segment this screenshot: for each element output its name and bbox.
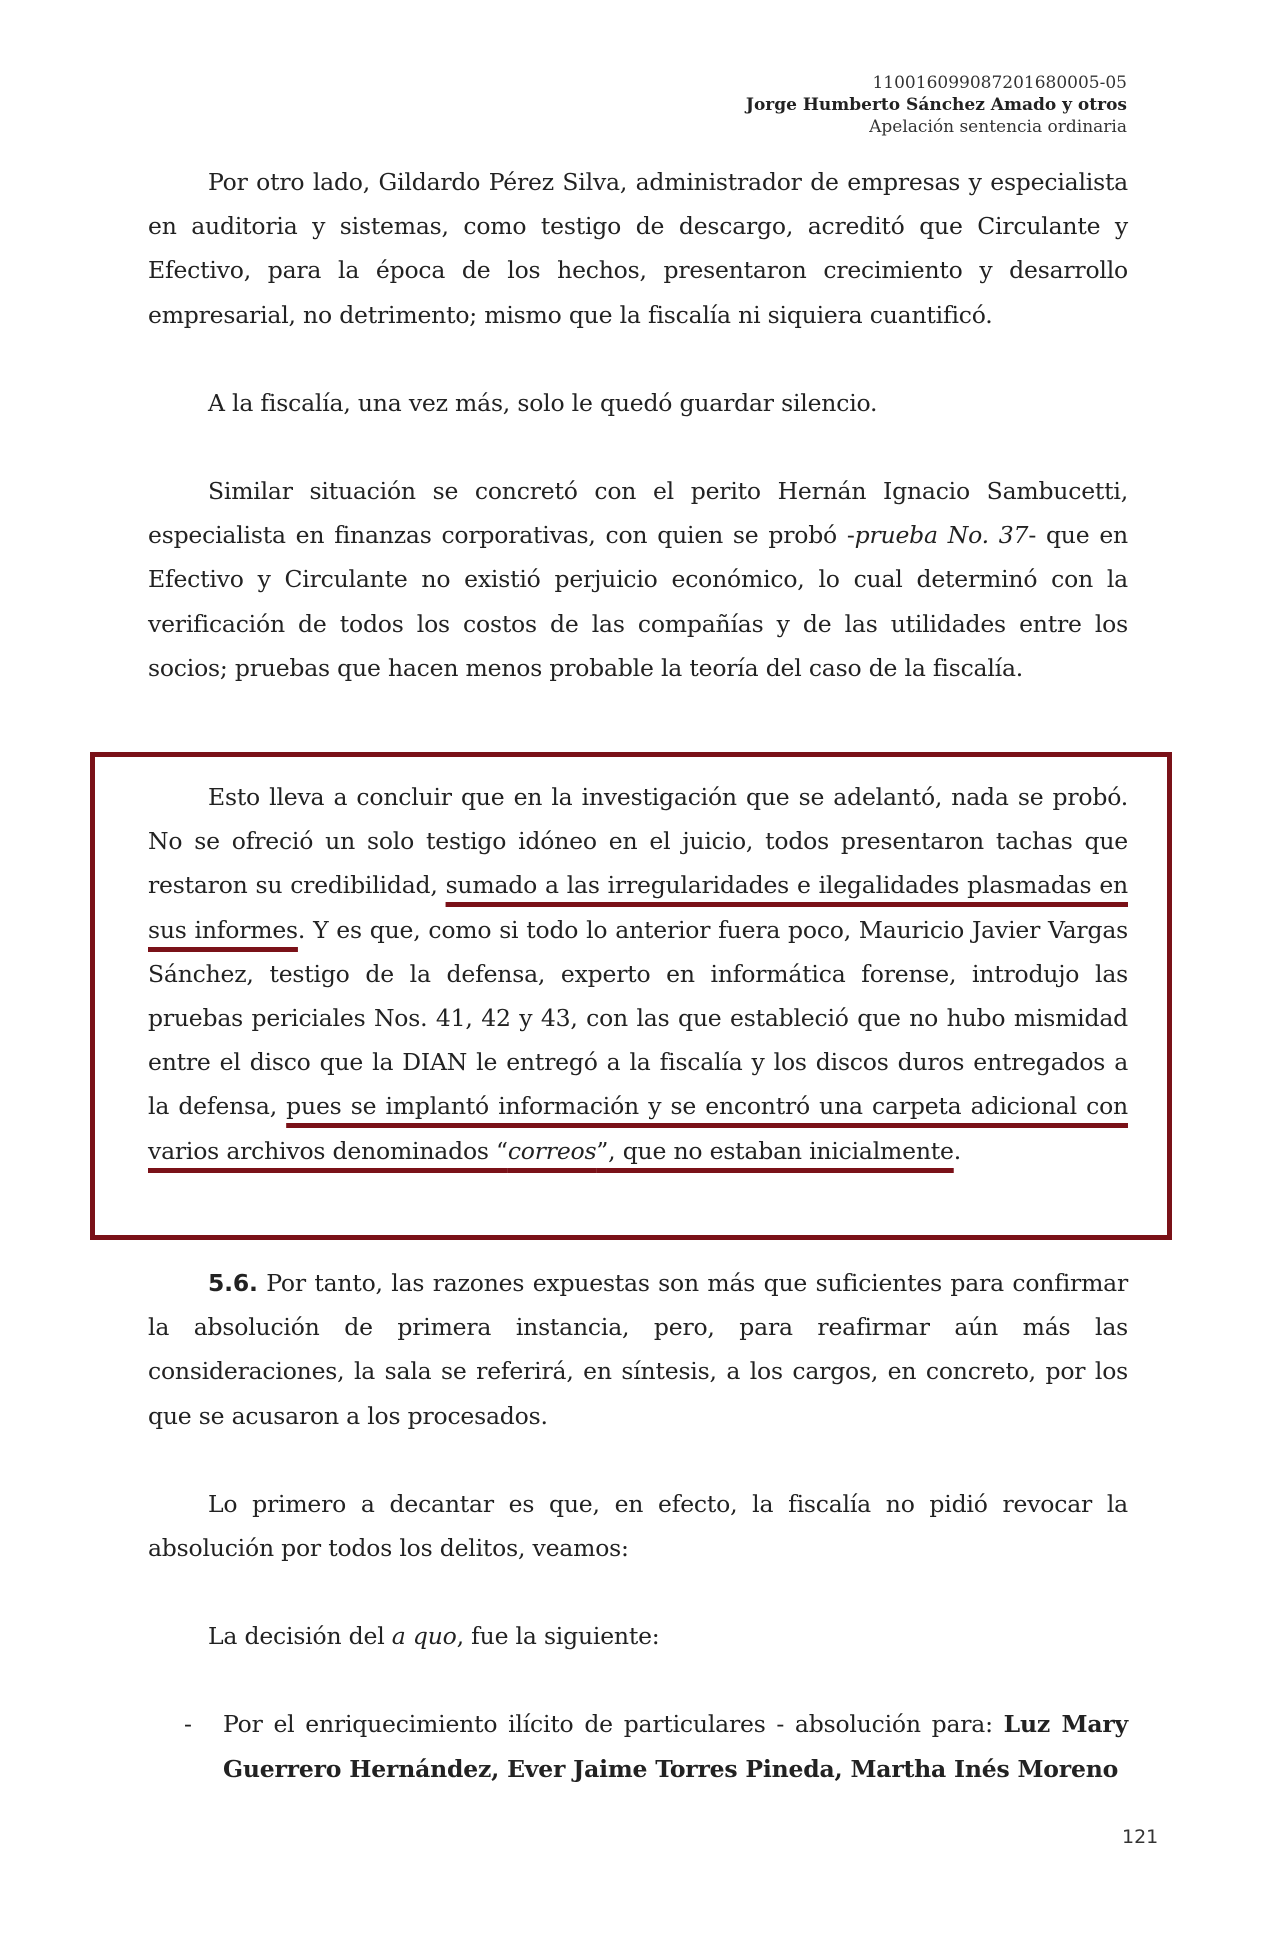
document-header xyxy=(746,72,1127,138)
text: , fue la siguiente: xyxy=(456,1622,660,1651)
underlined-text: sumado a las irregularidades e ilegalidades plasmadas en sus informes xyxy=(148,871,1128,944)
paragraph-conclusion xyxy=(148,775,1128,1173)
text: ”, que no estaban inicialmente xyxy=(596,1136,954,1165)
section-number: 5.6. xyxy=(208,1269,258,1297)
paragraph-silencio: A la fiscalía, una vez más, solo le quedó guardar silencio. xyxy=(208,388,878,417)
text: Por tanto, las razones expuestas son más que suficientes para confirmar la absolución de primera instancia, pero, para reafirmar aún más las consideraciones, la sala se referirá, en síntesis, a los cargos, en concreto, por los que se acusaron a los procesados. xyxy=(148,1269,1128,1430)
text: Similar situación se concretó con el perito Hernán Ignacio Sambucetti, especialista en finanzas corporativas, con quien se probó - xyxy=(148,477,1128,550)
case-number: 110016099087201680005-05 xyxy=(872,73,1127,93)
defendant-names: Luz Mary Guerrero Hernández, Ever Jaime Torres Pineda, Martha Inés Moreno xyxy=(223,1710,1129,1783)
body-text-bottom xyxy=(148,1261,1128,1791)
text: . xyxy=(953,1136,962,1165)
text: Esto lleva a concluir que en la investigación que se adelantó, nada se probó. No se ofreció un solo testigo idóneo en el juicio, todos presentaron tachas que restaron su credibilidad, xyxy=(148,783,1128,900)
case-parties: Jorge Humberto Sánchez Amado y otros xyxy=(745,95,1127,115)
paragraph-section-5-6 xyxy=(148,1261,1128,1438)
text: - que en Efectivo y Circulante no existió perjuicio económico, lo cual determinó con la verificación de todos los costos de las compañías y de las utilidades entre los socios; pruebas que hacen menos probable la teoría del caso de la fiscalía. xyxy=(148,521,1128,682)
list-item-text xyxy=(223,1702,1128,1790)
proceeding-type: Apelación sentencia ordinaria xyxy=(869,117,1127,137)
italic-correos: correos xyxy=(507,1136,597,1165)
paragraph-decantar: Lo primero a decantar es que, en efecto, la fiscalía no pidió revocar la absolución por todos los delitos, veamos: xyxy=(148,1489,1128,1563)
page-number: 121 xyxy=(1122,1826,1159,1848)
text: La decisión del xyxy=(208,1622,392,1651)
highlight-box-text xyxy=(148,775,1128,1173)
text: Por el enriquecimiento ilícito de particulares - absolución para: xyxy=(223,1710,1004,1739)
text: . Y es que, como si todo lo anterior fuera poco, Mauricio Javier Vargas Sánchez, testigo de la defensa, experto en informática forense, introdujo las pruebas periciales Nos. 41, 42 y 43, con las que estableció que no hubo mismidad entre el disco que la DIAN le entregó a la fiscalía y los discos duros entregados a la defensa, xyxy=(148,915,1128,1121)
evidence-ref: prueba No. 37 xyxy=(854,521,1029,550)
underlined-text xyxy=(148,1092,1128,1164)
paragraph-perez-silva: Por otro lado, Gildardo Pérez Silva, administrador de empresas y especialista en auditoria y sistemas, como testigo de descargo, acreditó que Circulante y Efectivo, para la época de los hechos, presentaron crecimiento y desarrollo empresarial, no detrimento; mismo que la fiscalía ni siquiera cuantificó. xyxy=(148,168,1128,329)
paragraph-a-quo xyxy=(148,1614,1128,1658)
paragraph-sambucetti xyxy=(148,469,1128,690)
text: pues se implantó información y se encontró una carpeta adicional con varios archivos denominados “ xyxy=(148,1092,1128,1165)
body-text-top xyxy=(148,160,1128,690)
latin-term: a quo xyxy=(391,1622,457,1651)
list-bullet: - xyxy=(184,1710,192,1739)
list-item xyxy=(148,1702,1128,1790)
